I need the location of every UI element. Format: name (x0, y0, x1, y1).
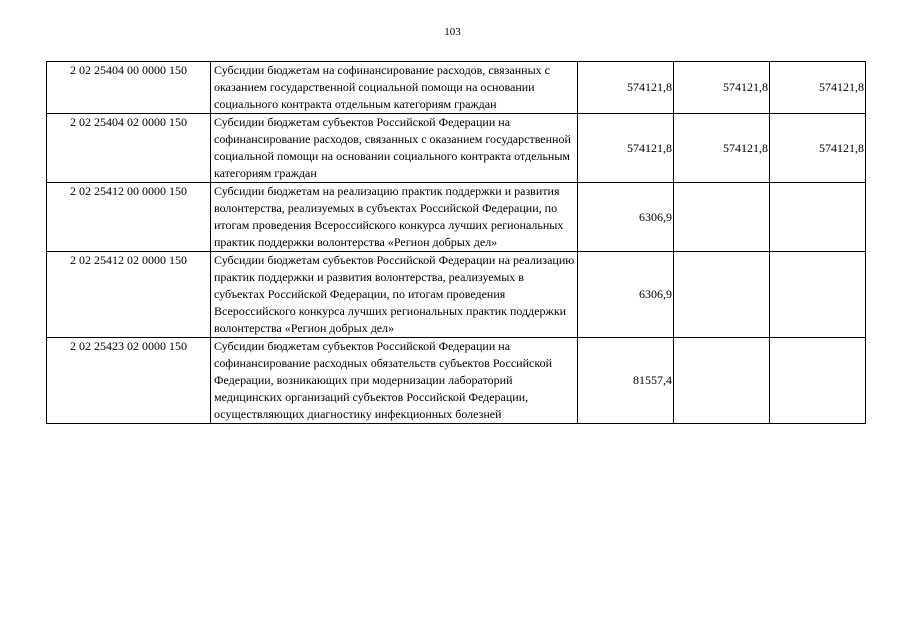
amount-year-3: 574121,8 (770, 62, 866, 114)
table-row (47, 338, 866, 424)
amount-year-2: 574121,8 (674, 62, 770, 114)
table-row (47, 183, 866, 252)
amount-year-2: 574121,8 (674, 114, 770, 183)
item-description: Субсидии бюджетам субъектов Российской Федерации на софинансирование расходных обязательств субъектов Российской Федерации, возникающих при модернизации лабораторий медицинских организаций субъектов Российской Федерации, осуществляющих диагностику инфекционных болезней (211, 338, 578, 424)
table-row (47, 252, 866, 338)
table-row (47, 62, 866, 114)
amount-year-1: 6306,9 (578, 252, 674, 338)
item-description: Субсидии бюджетам субъектов Российской Федерации на реализацию практик поддержки и развития волонтерства, реализуемых в субъектах Российской Федерации, по итогам проведения Всероссийского конкурса лучших региональных практик поддержки волонтерства «Регион добрых дел» (211, 252, 578, 338)
amount-year-3 (770, 252, 866, 338)
amount-year-2 (674, 183, 770, 252)
budget-code: 2 02 25412 00 0000 150 (47, 183, 211, 252)
amount-year-2 (674, 252, 770, 338)
budget-code: 2 02 25404 00 0000 150 (47, 62, 211, 114)
amount-year-3 (770, 338, 866, 424)
amount-year-1: 574121,8 (578, 62, 674, 114)
table-row (47, 114, 866, 183)
item-description: Субсидии бюджетам субъектов Российской Федерации на софинансирование расходов, связанных с оказанием государственной социальной помощи на основании социального контракта отдельным категориям граждан (211, 114, 578, 183)
amount-year-1: 81557,4 (578, 338, 674, 424)
item-description: Субсидии бюджетам на реализацию практик поддержки и развития волонтерства, реализуемых в субъектах Российской Федерации, по итогам проведения Всероссийского конкурса лучших региональных практик поддержки волонтерства «Регион добрых дел» (211, 183, 578, 252)
budget-code: 2 02 25404 02 0000 150 (47, 114, 211, 183)
item-description: Субсидии бюджетам на софинансирование расходов, связанных с оказанием государственной социальной помощи на основании социального контракта отдельным категориям граждан (211, 62, 578, 114)
amount-year-2 (674, 338, 770, 424)
budget-code: 2 02 25412 02 0000 150 (47, 252, 211, 338)
budget-table (46, 61, 866, 424)
amount-year-1: 574121,8 (578, 114, 674, 183)
amount-year-3 (770, 183, 866, 252)
amount-year-3: 574121,8 (770, 114, 866, 183)
amount-year-1: 6306,9 (578, 183, 674, 252)
budget-code: 2 02 25423 02 0000 150 (47, 338, 211, 424)
page-number: 103 (444, 26, 461, 38)
